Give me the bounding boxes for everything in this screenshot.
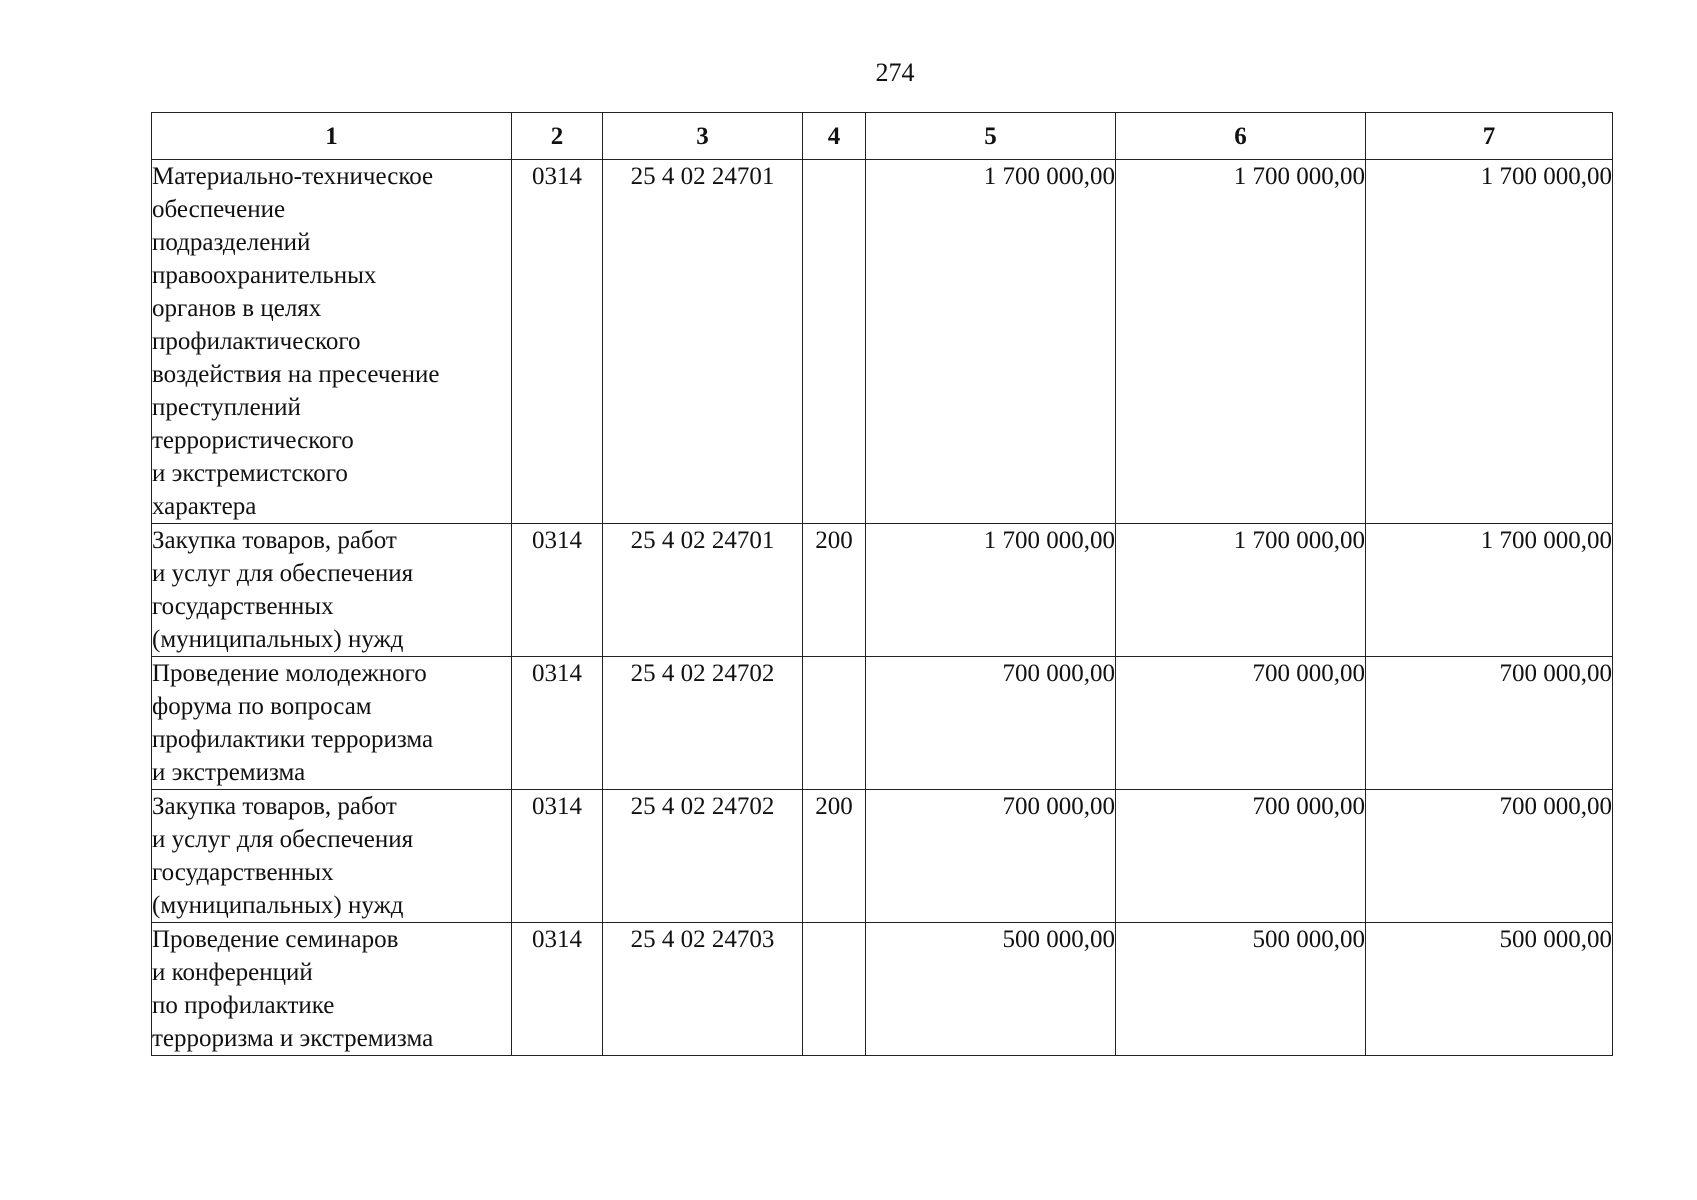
table-row — [152, 657, 1613, 790]
row-name: Закупка товаров, работ и услуг для обеспечения государственных (муниципальных) нужд — [152, 527, 414, 653]
row-name-cell — [152, 923, 512, 1056]
row-name: Материально-техническое обеспечение подразделений правоохранительных органов в целях профилактического воздействия на пресечение преступлений террористического и экстремистского характера — [152, 163, 440, 520]
row-sum-col7: 700 000,00 — [1366, 790, 1613, 923]
row-sum-col5: 1 700 000,00 — [866, 160, 1116, 524]
header-col-7: 7 — [1366, 113, 1613, 160]
row-expense-type: 200 — [803, 524, 866, 657]
row-sum-col6: 1 700 000,00 — [1116, 524, 1366, 657]
row-section: 0314 — [512, 160, 603, 524]
row-target-code: 25 4 02 24701 — [603, 524, 803, 657]
row-sum-col5: 700 000,00 — [866, 790, 1116, 923]
row-sum-col6: 700 000,00 — [1116, 790, 1366, 923]
page-number: 274 — [875, 58, 915, 87]
row-sum-col6: 500 000,00 — [1116, 923, 1366, 1056]
row-sum-col7: 700 000,00 — [1366, 657, 1613, 790]
row-expense-type — [803, 160, 866, 524]
table-row — [152, 160, 1613, 524]
row-sum-col5: 500 000,00 — [866, 923, 1116, 1056]
row-sum-col6: 1 700 000,00 — [1116, 160, 1366, 524]
row-sum-col7: 1 700 000,00 — [1366, 524, 1613, 657]
budget-table — [151, 112, 1613, 1056]
header-col-6: 6 — [1116, 113, 1366, 160]
row-section: 0314 — [512, 524, 603, 657]
header-col-2: 2 — [512, 113, 603, 160]
header-row — [152, 113, 1613, 160]
row-name-cell — [152, 160, 512, 524]
header-col-5: 5 — [866, 113, 1116, 160]
table-row — [152, 923, 1613, 1056]
row-expense-type — [803, 923, 866, 1056]
row-name-cell — [152, 524, 512, 657]
row-target-code: 25 4 02 24702 — [603, 657, 803, 790]
row-sum-col7: 500 000,00 — [1366, 923, 1613, 1056]
row-name-cell — [152, 790, 512, 923]
table-row — [152, 790, 1613, 923]
row-section: 0314 — [512, 657, 603, 790]
table-row — [152, 524, 1613, 657]
row-sum-col7: 1 700 000,00 — [1366, 160, 1613, 524]
row-expense-type — [803, 657, 866, 790]
row-section: 0314 — [512, 923, 603, 1056]
row-expense-type: 200 — [803, 790, 866, 923]
row-section: 0314 — [512, 790, 603, 923]
row-name: Проведение молодежного форума по вопросам профилактики терроризма и экстремизма — [152, 660, 434, 786]
row-sum-col5: 1 700 000,00 — [866, 524, 1116, 657]
row-target-code: 25 4 02 24701 — [603, 160, 803, 524]
row-sum-col6: 700 000,00 — [1116, 657, 1366, 790]
row-name: Закупка товаров, работ и услуг для обеспечения государственных (муниципальных) нужд — [152, 793, 414, 919]
header-col-3: 3 — [603, 113, 803, 160]
row-name-cell — [152, 657, 512, 790]
row-target-code: 25 4 02 24702 — [603, 790, 803, 923]
row-target-code: 25 4 02 24703 — [603, 923, 803, 1056]
row-sum-col5: 700 000,00 — [866, 657, 1116, 790]
row-name: Проведение семинаров и конференций по профилактике терроризма и экстремизма — [152, 926, 434, 1052]
header-col-4: 4 — [803, 113, 866, 160]
header-col-1: 1 — [152, 113, 512, 160]
